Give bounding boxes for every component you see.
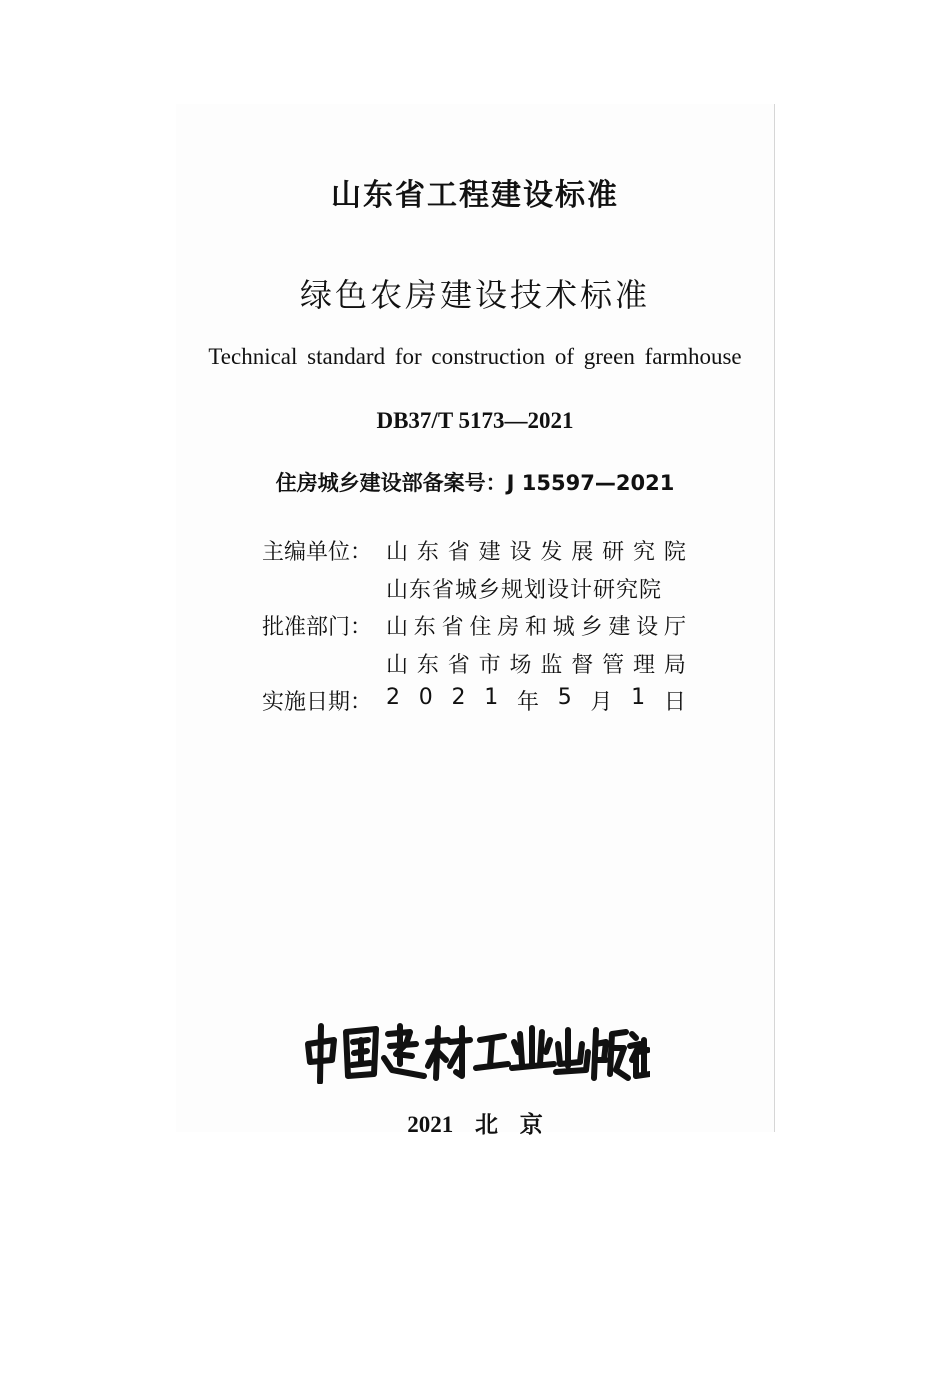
- approver-2-char: 省: [447, 652, 470, 678]
- publication-year-place: 2021 北 京: [407, 1112, 543, 1137]
- approver-1-char: 和: [524, 615, 547, 641]
- implementation-date-char: 2: [451, 685, 466, 711]
- approver-1-char: 厅: [663, 615, 686, 641]
- approver-1-char: 住: [469, 615, 492, 641]
- series-title: 山东省工程建设标准: [331, 178, 619, 213]
- approver-2-char: 督: [571, 652, 594, 678]
- approver-label: 批准部门：: [262, 615, 373, 641]
- approver-2-char: 管: [602, 652, 625, 678]
- approver-2-char: 监: [540, 652, 563, 678]
- record-number: 住房城乡建设部备案号：J 15597—2021: [275, 471, 675, 495]
- implementation-date-char: 日: [663, 690, 686, 716]
- editor-unit-1-char: 院: [663, 540, 686, 566]
- editor-unit-1-char: 研: [602, 540, 625, 566]
- date-row: [262, 682, 702, 720]
- editor-unit-1-char: 发: [540, 540, 563, 566]
- implementation-date: [386, 685, 686, 716]
- approver-2-char: 理: [633, 652, 656, 678]
- approver-1-char: 东: [413, 615, 436, 641]
- publication-details: [262, 532, 702, 720]
- implementation-date-char: 5: [557, 685, 572, 711]
- approver-2-char: 市: [478, 652, 501, 678]
- editor-unit-1-char: 省: [447, 540, 470, 566]
- approver-row: [262, 607, 702, 645]
- approver-1-char: 省: [441, 615, 464, 641]
- approver-1-char: 建: [608, 615, 631, 641]
- approver-2-char: 山: [386, 652, 409, 678]
- standard-number: DB37/T 5173—2021: [376, 408, 574, 433]
- approver-2-char: 局: [663, 652, 686, 678]
- approver-1-char: 房: [497, 615, 520, 641]
- editor-unit-1-char: 设: [509, 540, 532, 566]
- approver-2-char: 东: [416, 652, 439, 678]
- implementation-date-char: 1: [484, 685, 499, 711]
- approver-1-char: 乡: [580, 615, 603, 641]
- approver-row-2: [262, 645, 702, 683]
- editor-unit-1: [386, 535, 686, 566]
- approver-2-char: 场: [509, 652, 532, 678]
- editor-unit-1-char: 展: [571, 540, 594, 566]
- editor-unit-1-char: 东: [416, 540, 439, 566]
- implementation-date-char: 2: [386, 685, 400, 711]
- approver-1-char: 城: [552, 615, 575, 641]
- editor-unit-1-char: 究: [633, 540, 656, 566]
- implementation-date-char: 0: [418, 685, 433, 711]
- implementation-date-char: 年: [516, 690, 539, 716]
- approver-2: [386, 648, 686, 679]
- publisher-calligraphy-logo: [300, 1020, 650, 1084]
- date-label: 实施日期：: [262, 690, 373, 716]
- editor-row: [262, 532, 702, 570]
- approver-1-char: 山: [386, 615, 409, 641]
- editor-unit-1-char: 建: [478, 540, 501, 566]
- implementation-date-char: 月: [590, 690, 613, 716]
- editor-unit-1-char: 山: [386, 540, 409, 566]
- implementation-date-char: 1: [631, 685, 646, 711]
- editor-label: 主编单位：: [262, 540, 373, 566]
- approver-1: [386, 610, 686, 641]
- approver-1-char: 设: [636, 615, 659, 641]
- document-title-chinese: 绿色农房建设技术标准: [299, 276, 650, 314]
- editor-unit-2: 山东省城乡规划设计研究院: [386, 577, 663, 603]
- editor-row-2: [262, 570, 702, 608]
- document-title-english: Technical standard for construction of green farmhouse: [208, 344, 742, 369]
